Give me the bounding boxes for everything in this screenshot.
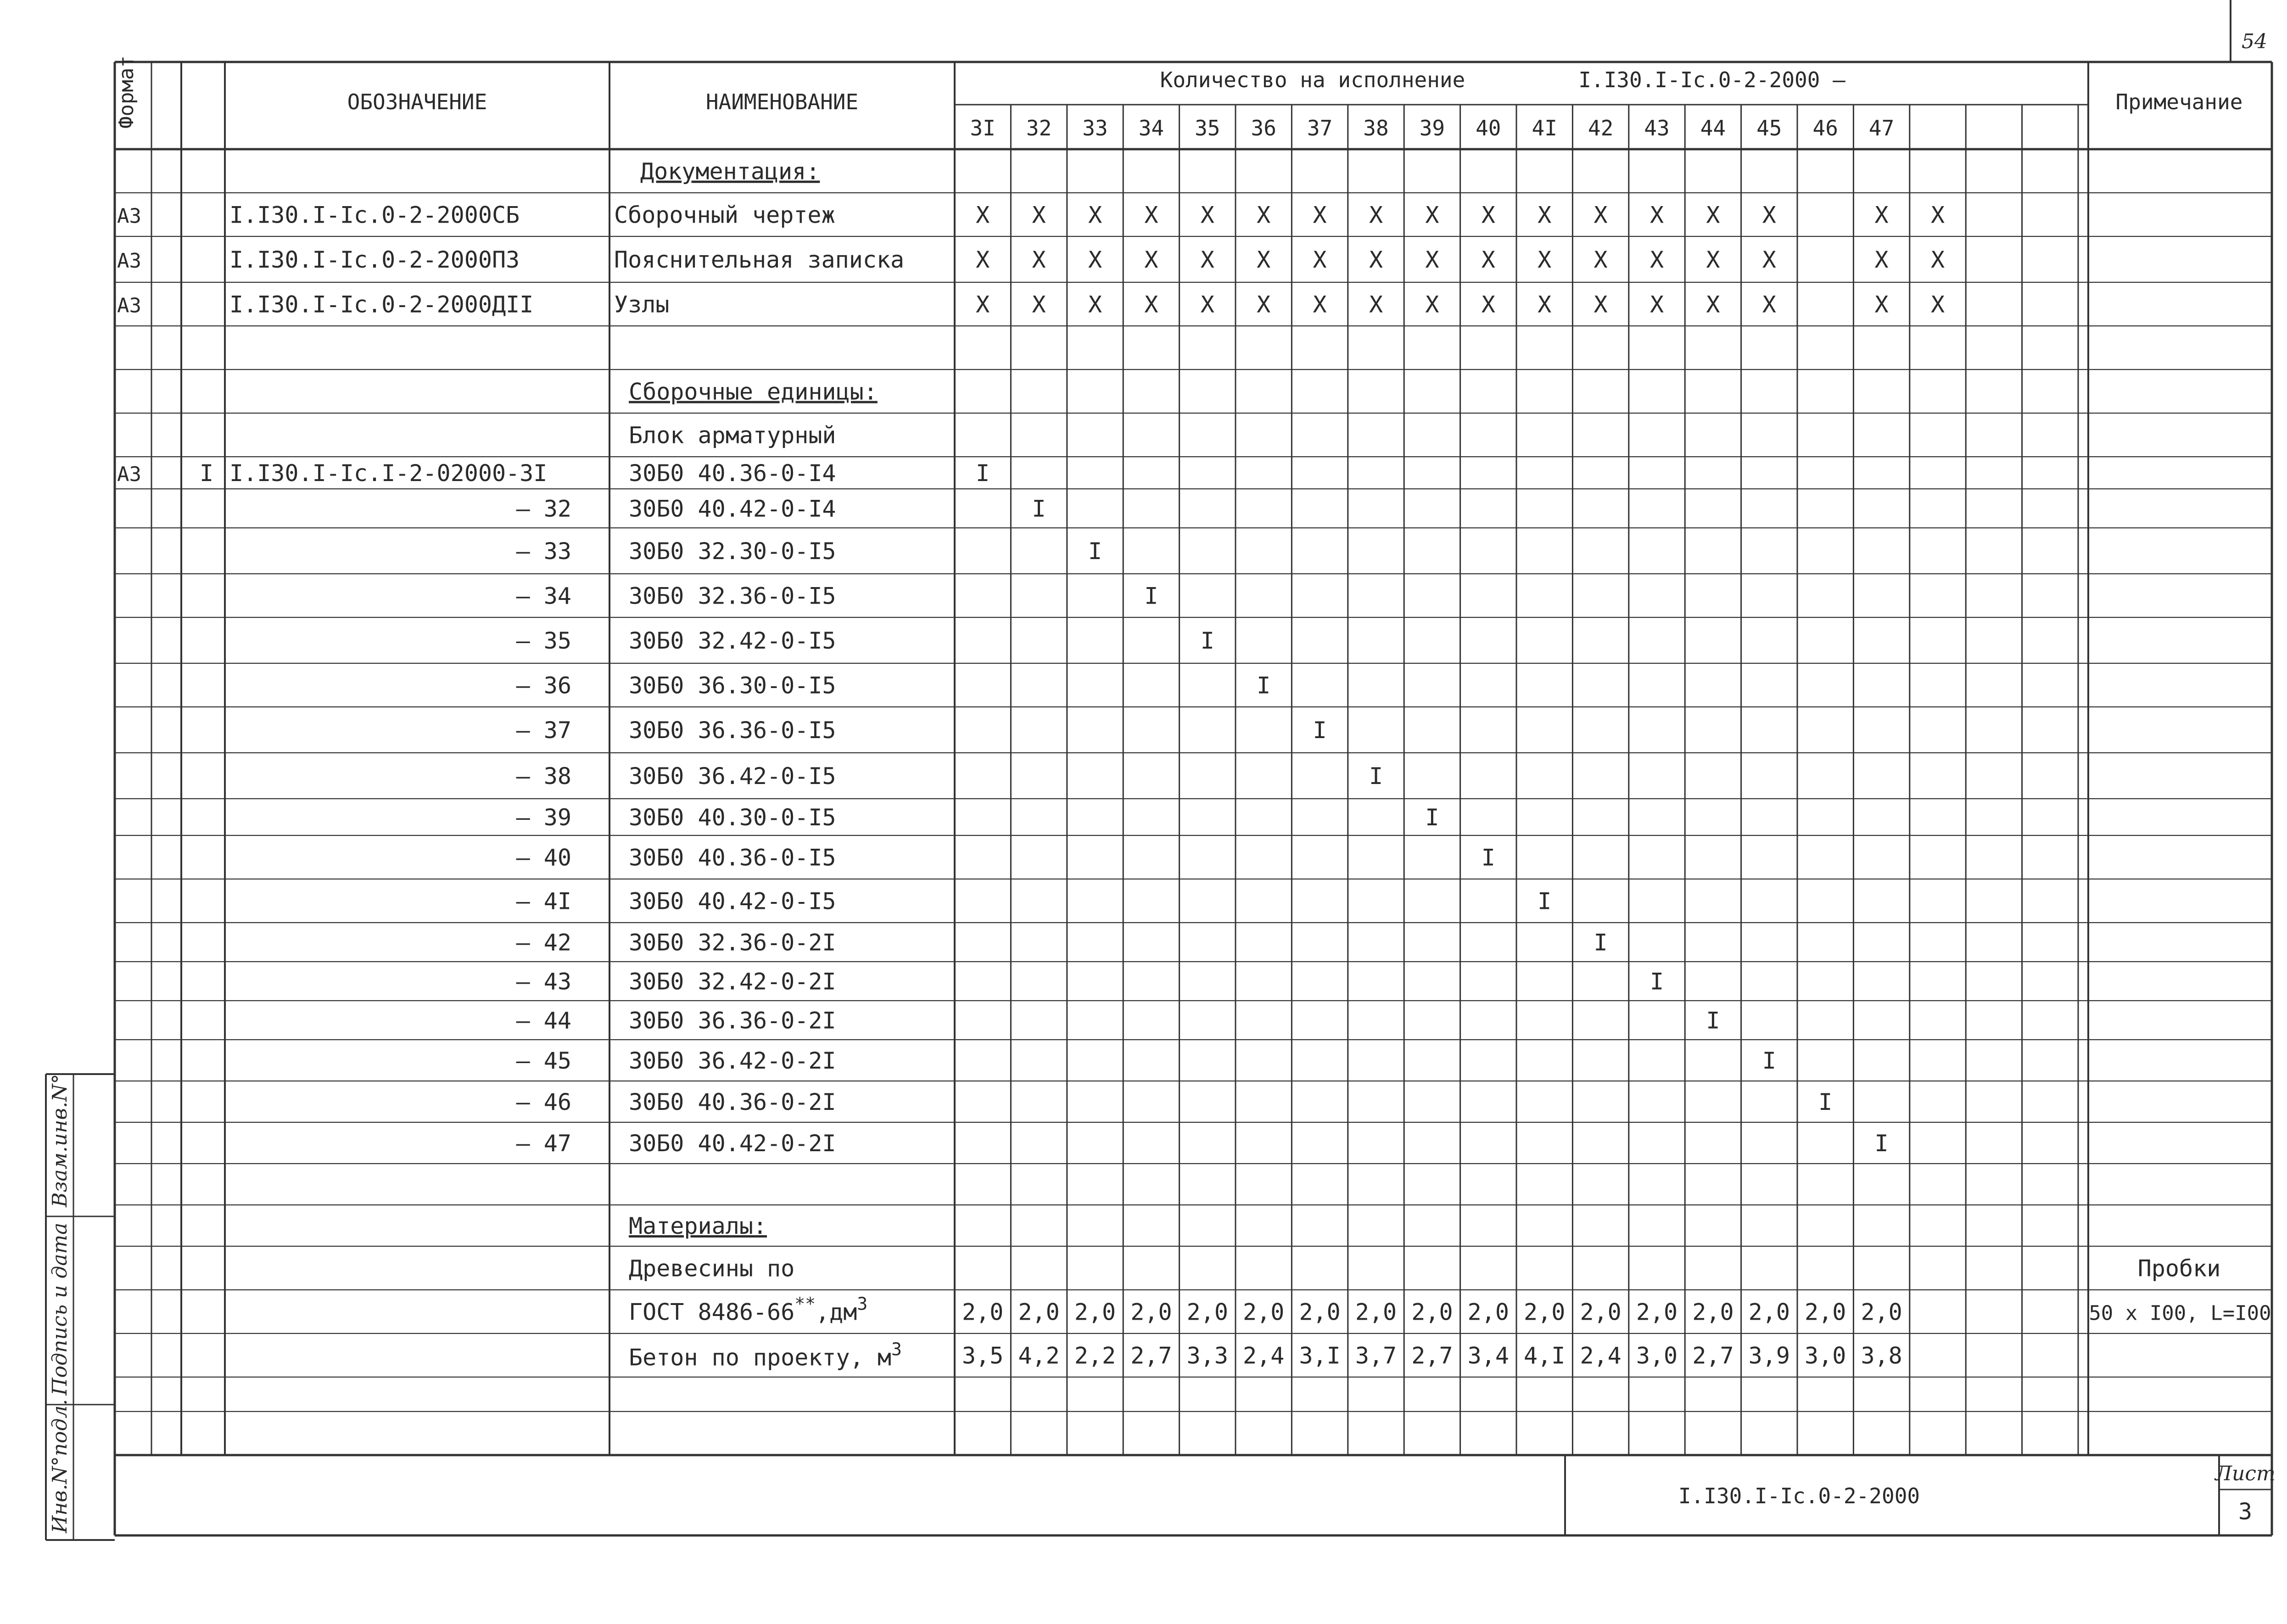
doc-format: А3 bbox=[117, 204, 141, 228]
wood-value: 2,0 bbox=[1692, 1299, 1734, 1326]
doc-mark: X bbox=[1874, 291, 1889, 318]
doc-format: А3 bbox=[117, 249, 141, 273]
doc-mark: X bbox=[1481, 246, 1495, 273]
doc-mark: X bbox=[1706, 202, 1720, 229]
variant-number: 38 bbox=[1363, 116, 1389, 140]
doc-mark: X bbox=[1481, 291, 1495, 318]
concrete-value: 2,4 bbox=[1580, 1342, 1622, 1369]
assembly-qty: I bbox=[1032, 495, 1046, 522]
doc-mark: X bbox=[1650, 202, 1664, 229]
doc-mark: X bbox=[1930, 202, 1945, 229]
assembly-name: 30Б0 40.36-0-I4 bbox=[629, 460, 836, 487]
wood-value: 2,0 bbox=[1636, 1299, 1678, 1326]
concrete-value: 2,4 bbox=[1243, 1342, 1285, 1369]
document-prefix: I.I30.I-Ic.0-2-2000 – bbox=[1578, 67, 1845, 92]
concrete-value: 3,3 bbox=[1186, 1342, 1228, 1369]
concrete-value: 2,7 bbox=[1130, 1342, 1172, 1369]
assembly-qty: I bbox=[976, 460, 990, 487]
assembly-suffix: – 39 bbox=[516, 804, 571, 831]
assembly-qty: I bbox=[1762, 1047, 1776, 1074]
doc-mark: X bbox=[1481, 202, 1495, 229]
concrete-value: 2,7 bbox=[1411, 1342, 1453, 1369]
wood-gost-text: ГОСТ 8486-66 bbox=[629, 1299, 795, 1326]
assembly-suffix: – 46 bbox=[516, 1089, 571, 1115]
wood-value: 2,0 bbox=[1524, 1299, 1566, 1326]
doc-mark: X bbox=[1200, 202, 1214, 229]
doc-mark: X bbox=[1594, 202, 1608, 229]
assembly-suffix: – 37 bbox=[516, 717, 571, 744]
wood-value: 2,0 bbox=[1580, 1299, 1622, 1326]
concrete-value: 2,2 bbox=[1074, 1342, 1116, 1369]
concrete-value: 4,2 bbox=[1018, 1342, 1060, 1369]
doc-mark: X bbox=[1369, 291, 1383, 318]
wood-gost-sup: ** bbox=[794, 1294, 816, 1314]
table-text bbox=[48, 30, 2276, 1534]
name-header: НАИМЕНОВАНИЕ bbox=[705, 90, 859, 114]
wood-value: 2,0 bbox=[1074, 1299, 1116, 1326]
doc-mark: X bbox=[1706, 291, 1720, 318]
assembly-qty: I bbox=[1369, 763, 1383, 790]
assembly-name: 30Б0 32.30-0-I5 bbox=[629, 538, 836, 565]
assembly-suffix: – 44 bbox=[516, 1007, 571, 1034]
assembly-suffix: – 47 bbox=[516, 1130, 571, 1157]
assembly-qty: I bbox=[1313, 717, 1327, 744]
assembly-qty: I bbox=[1594, 929, 1608, 956]
concrete-value: 3,8 bbox=[1861, 1342, 1902, 1369]
wood-note: Пробки bbox=[2137, 1255, 2221, 1282]
doc-mark: X bbox=[1425, 202, 1439, 229]
doc-mark: X bbox=[1930, 246, 1945, 273]
title-block-code: I.I30.I-Ic.0-2-2000 bbox=[1678, 1484, 1920, 1508]
concrete-text: Бетон по проекту, м bbox=[629, 1344, 891, 1371]
sheet-label: Лист bbox=[2215, 1462, 2276, 1485]
doc-mark: X bbox=[1650, 291, 1664, 318]
doc-mark: X bbox=[1369, 202, 1383, 229]
doc-mark: X bbox=[976, 202, 990, 229]
sheet-number: 3 bbox=[2238, 1498, 2253, 1525]
concrete-label bbox=[629, 1339, 902, 1371]
variant-number: 35 bbox=[1195, 116, 1220, 140]
concrete-sup: 3 bbox=[891, 1339, 902, 1360]
doc-mark: X bbox=[1313, 202, 1327, 229]
doc-mark: X bbox=[1425, 246, 1439, 273]
assembly-suffix: – 38 bbox=[516, 763, 571, 790]
assembly-suffix: – 42 bbox=[516, 929, 571, 956]
assembly-name: 30Б0 40.42-0-I5 bbox=[629, 888, 836, 915]
assembly-name: 30Б0 32.36-0-I5 bbox=[629, 582, 836, 610]
assembly-qty: I bbox=[1650, 968, 1664, 995]
doc-mark: X bbox=[1762, 291, 1776, 318]
doc-mark: X bbox=[1594, 246, 1608, 273]
assembly-qty: I bbox=[1425, 804, 1439, 831]
wood-label: Древесины по bbox=[629, 1255, 795, 1282]
assembly-name: 30Б0 40.36-0-I5 bbox=[629, 844, 836, 871]
variant-number: 40 bbox=[1476, 116, 1501, 140]
concrete-value: 3,0 bbox=[1636, 1342, 1678, 1369]
assembly-qty: I bbox=[1144, 582, 1158, 610]
wood-note-size: 50 x I00, L=I00 bbox=[2089, 1301, 2271, 1325]
variant-number: 43 bbox=[1644, 116, 1670, 140]
doc-designation: I.I30.I-Ic.0-2-2000ДII bbox=[229, 291, 534, 318]
assembly-name: 30Б0 32.42-0-2I bbox=[629, 968, 836, 995]
doc-name: Узлы bbox=[614, 291, 670, 318]
wood-value: 2,0 bbox=[1355, 1299, 1397, 1326]
doc-mark: X bbox=[1874, 202, 1889, 229]
assembly-designation: I.I30.I-Ic.I-2-02000-3I bbox=[229, 460, 548, 487]
wood-value: 2,0 bbox=[1186, 1299, 1228, 1326]
assembly-qty: I bbox=[1874, 1130, 1889, 1157]
assembly-suffix: – 35 bbox=[516, 627, 571, 654]
assembly-name: 30Б0 32.36-0-2I bbox=[629, 929, 836, 956]
doc-mark: X bbox=[1425, 291, 1439, 318]
assembly-name: 30Б0 36.36-0-2I bbox=[629, 1007, 836, 1034]
assembly-suffix: – 40 bbox=[516, 844, 571, 871]
assembly-qty: I bbox=[1481, 844, 1495, 871]
assembly-suffix: – 33 bbox=[516, 538, 571, 565]
stamp-inventory: Инв.N°подл. bbox=[48, 1399, 72, 1533]
variant-number: 39 bbox=[1419, 116, 1445, 140]
wood-gost bbox=[629, 1294, 867, 1326]
variant-number: 37 bbox=[1307, 116, 1333, 140]
doc-name: Сборочный чертеж bbox=[614, 202, 835, 229]
doc-mark: X bbox=[976, 246, 990, 273]
assembly-suffix: – 36 bbox=[516, 672, 571, 699]
variant-number: 34 bbox=[1138, 116, 1164, 140]
doc-mark: X bbox=[1538, 291, 1552, 318]
assembly-name: 30Б0 36.42-0-I5 bbox=[629, 763, 836, 790]
doc-mark: X bbox=[1369, 246, 1383, 273]
assembly-name: 30Б0 40.36-0-2I bbox=[629, 1089, 836, 1115]
doc-mark: X bbox=[1313, 246, 1327, 273]
wood-value: 2,0 bbox=[1805, 1299, 1846, 1326]
doc-mark: X bbox=[1930, 291, 1945, 318]
doc-format: А3 bbox=[117, 294, 141, 318]
assembly-qty: I bbox=[1706, 1007, 1720, 1034]
doc-mark: X bbox=[1594, 291, 1608, 318]
wood-value: 2,0 bbox=[1130, 1299, 1172, 1326]
wood-unit: ,дм bbox=[816, 1299, 857, 1326]
note-header: Примечание bbox=[2115, 90, 2243, 114]
doc-mark: X bbox=[1144, 291, 1158, 318]
assembly-name: 30Б0 36.42-0-2I bbox=[629, 1047, 836, 1074]
wood-unit-sup: 3 bbox=[857, 1294, 868, 1314]
doc-mark: X bbox=[1032, 202, 1046, 229]
assembly-section: Сборочные единицы: bbox=[629, 378, 878, 405]
concrete-value: 3,4 bbox=[1467, 1342, 1509, 1369]
doc-mark: X bbox=[1874, 246, 1889, 273]
assembly-format: А3 bbox=[117, 463, 141, 486]
concrete-value: 3,7 bbox=[1355, 1342, 1397, 1369]
format-header: Формат bbox=[115, 56, 138, 129]
wood-value: 2,0 bbox=[962, 1299, 1004, 1326]
concrete-value: 3,0 bbox=[1805, 1342, 1846, 1369]
doc-mark: X bbox=[1762, 246, 1776, 273]
wood-value: 2,0 bbox=[1467, 1299, 1509, 1326]
assembly-name: 30Б0 32.42-0-I5 bbox=[629, 627, 836, 654]
quantity-header: Количество на исполнение bbox=[1160, 67, 1465, 92]
assembly-suffix: – 45 bbox=[516, 1047, 571, 1074]
assembly-name: 30Б0 36.36-0-I5 bbox=[629, 717, 836, 744]
assembly-qty: I bbox=[1088, 538, 1102, 565]
wood-value: 2,0 bbox=[1861, 1299, 1902, 1326]
variant-number: 47 bbox=[1868, 116, 1895, 140]
variant-number: 46 bbox=[1812, 116, 1838, 140]
assembly-position: I bbox=[199, 460, 214, 487]
variant-number: 44 bbox=[1700, 116, 1726, 140]
assembly-qty: I bbox=[1538, 888, 1552, 915]
variant-number: 33 bbox=[1082, 116, 1108, 140]
concrete-value: 3,9 bbox=[1748, 1342, 1790, 1369]
wood-value: 2,0 bbox=[1748, 1299, 1790, 1326]
doc-mark: X bbox=[1088, 202, 1102, 229]
doc-mark: X bbox=[1200, 291, 1214, 318]
variant-number: 45 bbox=[1756, 116, 1782, 140]
assembly-suffix: – 4I bbox=[516, 888, 571, 915]
assembly-name: 30Б0 40.42-0-2I bbox=[629, 1130, 836, 1157]
doc-mark: X bbox=[1538, 202, 1552, 229]
doc-mark: X bbox=[1706, 246, 1720, 273]
doc-mark: X bbox=[1257, 246, 1271, 273]
doc-mark: X bbox=[1650, 246, 1664, 273]
doc-mark: X bbox=[1257, 291, 1271, 318]
assembly-qty: I bbox=[1200, 627, 1214, 654]
assembly-name: 30Б0 36.30-0-I5 bbox=[629, 672, 836, 699]
doc-mark: X bbox=[1032, 246, 1046, 273]
doc-designation: I.I30.I-Ic.0-2-2000ПЗ bbox=[229, 246, 520, 273]
stamp-replacement: Взам.инв.N° bbox=[48, 1074, 72, 1207]
variant-number: 36 bbox=[1251, 116, 1276, 140]
assembly-suffix: – 43 bbox=[516, 968, 571, 995]
concrete-value: 3,I bbox=[1299, 1342, 1341, 1369]
assembly-subsection: Блок арматурный bbox=[629, 422, 836, 449]
doc-mark: X bbox=[1313, 291, 1327, 318]
assembly-name: 30Б0 40.42-0-I4 bbox=[629, 495, 836, 522]
concrete-value: 3,5 bbox=[962, 1342, 1004, 1369]
doc-mark: X bbox=[1762, 202, 1776, 229]
designation-header: ОБОЗНАЧЕНИЕ bbox=[347, 90, 487, 114]
doc-mark: X bbox=[1088, 291, 1102, 318]
documentation-section: Документация: bbox=[640, 158, 820, 185]
assembly-qty: I bbox=[1257, 672, 1271, 699]
doc-mark: X bbox=[1200, 246, 1214, 273]
doc-mark: X bbox=[1538, 246, 1552, 273]
assembly-qty: I bbox=[1818, 1089, 1833, 1115]
materials-section: Материалы: bbox=[629, 1213, 767, 1239]
doc-mark: X bbox=[1088, 246, 1102, 273]
variant-number: 3I bbox=[970, 116, 995, 140]
variant-number: 42 bbox=[1588, 116, 1614, 140]
doc-mark: X bbox=[1144, 246, 1158, 273]
wood-value: 2,0 bbox=[1411, 1299, 1453, 1326]
concrete-value: 4,I bbox=[1524, 1342, 1566, 1369]
wood-value: 2,0 bbox=[1243, 1299, 1285, 1326]
wood-value: 2,0 bbox=[1018, 1299, 1060, 1326]
doc-designation: I.I30.I-Ic.0-2-2000СБ bbox=[229, 202, 520, 229]
corner-sheet-number: 54 bbox=[2242, 30, 2267, 53]
doc-mark: X bbox=[1032, 291, 1046, 318]
variant-number: 4I bbox=[1532, 116, 1557, 140]
doc-name: Пояснительная записка bbox=[614, 246, 905, 273]
wood-value: 2,0 bbox=[1299, 1299, 1341, 1326]
concrete-value: 2,7 bbox=[1692, 1342, 1734, 1369]
variant-number: 32 bbox=[1026, 116, 1052, 140]
doc-mark: X bbox=[976, 291, 990, 318]
assembly-suffix: – 32 bbox=[516, 495, 571, 522]
stamp-signature-date: Подпись и дата bbox=[48, 1222, 72, 1395]
doc-mark: X bbox=[1257, 202, 1271, 229]
doc-mark: X bbox=[1144, 202, 1158, 229]
assembly-name: 30Б0 40.30-0-I5 bbox=[629, 804, 836, 831]
assembly-suffix: – 34 bbox=[516, 582, 571, 610]
